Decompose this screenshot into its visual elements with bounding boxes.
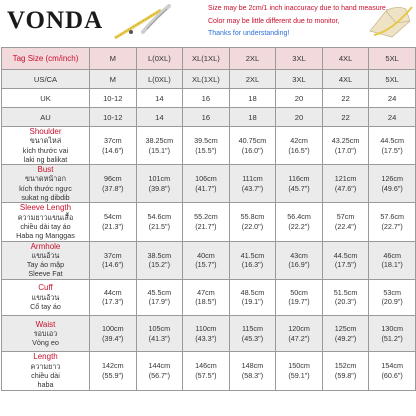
measurement-value-cell xyxy=(276,352,323,390)
value-cm: 48.5cm xyxy=(240,287,265,297)
header xyxy=(0,0,416,47)
value-cm: 120cm xyxy=(288,324,310,334)
measurement-translation: รอบเอว xyxy=(33,329,58,339)
measurement-name: Cuff xyxy=(38,283,53,293)
value-cm: 100cm xyxy=(101,324,124,334)
measurement-value-cell xyxy=(90,316,137,352)
measurement-value-cell xyxy=(90,279,137,315)
value-cm: 44.5cm xyxy=(380,136,404,146)
size-value-cell: 18 xyxy=(229,108,276,127)
value-inch: (22.7") xyxy=(381,221,403,231)
value-inch: (16.0") xyxy=(241,145,264,155)
value-cm: 43cm xyxy=(290,250,308,260)
value-inch: (22.4") xyxy=(334,221,357,231)
measurement-value-cell xyxy=(90,127,137,165)
value-cm: 130cm xyxy=(381,324,403,334)
value-inch: (21.3") xyxy=(102,221,124,231)
measurement-label-cell xyxy=(2,127,90,165)
measurement-label-cell xyxy=(2,165,90,203)
measurement-row xyxy=(2,279,416,315)
value-cm: 51.5cm xyxy=(333,287,358,297)
value-cm: 41.5cm xyxy=(240,250,265,260)
measurement-value-cell xyxy=(276,165,323,203)
size-value-cell: L(0XL) xyxy=(136,70,183,89)
measurement-value-cell xyxy=(229,165,276,203)
value-inch: (17.5") xyxy=(334,260,357,270)
value-inch: (49.2") xyxy=(334,333,357,343)
value-cm: 105cm xyxy=(148,324,171,334)
size-header-cell: 5XL xyxy=(369,48,416,70)
value-inch: (22.2") xyxy=(288,221,310,231)
measurement-value-cell xyxy=(136,165,183,203)
measurement-value-cell xyxy=(369,203,416,241)
measurement-value-cell xyxy=(183,316,230,352)
measurement-value-cell xyxy=(136,316,183,352)
value-cm: 126cm xyxy=(381,174,403,184)
size-value-cell: 4XL xyxy=(322,70,369,89)
value-inch: (39.8") xyxy=(148,183,170,193)
measurement-value-cell xyxy=(136,279,183,315)
measurement-translation: แขนอ้วน xyxy=(31,250,60,260)
measurement-value-cell xyxy=(90,203,137,241)
note-line: Thanks for understanding! xyxy=(208,30,290,37)
measurement-translation: kích thước vai xyxy=(22,145,69,155)
measurement-value-cell xyxy=(136,127,183,165)
row-label-cell: US/CA xyxy=(2,70,90,89)
size-value-cell: M xyxy=(90,70,137,89)
value-cm: 54.6cm xyxy=(147,212,172,222)
measurement-value-cell xyxy=(90,241,137,279)
size-value-cell: 5XL xyxy=(369,70,416,89)
measurement-translation: ความยาว xyxy=(30,361,61,371)
value-cm: 96cm xyxy=(103,174,122,184)
measurement-translation: ขนาดหน้าอก xyxy=(25,174,66,184)
measurement-translation: แขนอ้วน xyxy=(31,292,60,302)
value-cm: 125cm xyxy=(334,324,357,334)
value-inch: (19.1") xyxy=(241,297,264,307)
measurement-label-cell xyxy=(2,352,90,390)
measurement-value-cell xyxy=(229,316,276,352)
value-cm: 121cm xyxy=(334,174,357,184)
value-inch: (47.2") xyxy=(288,333,310,343)
size-value-cell: 22 xyxy=(322,89,369,108)
value-inch: (45.3") xyxy=(241,333,264,343)
value-cm: 146cm xyxy=(195,361,217,371)
measurement-name: Armhole xyxy=(30,241,61,251)
note-line: Color may be little different due to monitor, xyxy=(208,17,340,25)
value-inch: (19.7") xyxy=(288,297,310,307)
size-header-cell: M xyxy=(90,48,137,70)
size-conversion-row xyxy=(2,89,416,108)
value-cm: 57.6cm xyxy=(380,212,404,222)
value-inch: (47.6") xyxy=(334,183,357,193)
measurement-value-cell xyxy=(90,165,137,203)
value-cm: 57cm xyxy=(336,212,355,222)
measurement-value-cell xyxy=(183,127,230,165)
value-inch: (14.6") xyxy=(102,260,124,270)
measurement-value-cell xyxy=(136,352,183,390)
value-cm: 39.5cm xyxy=(194,136,218,146)
measurement-value-cell xyxy=(276,279,323,315)
size-header-cell: 4XL xyxy=(322,48,369,70)
measurement-value-cell xyxy=(322,241,369,279)
measurement-value-cell xyxy=(369,352,416,390)
value-inch: (55.9") xyxy=(102,370,124,380)
value-inch: (22.0") xyxy=(241,221,264,231)
measurement-value-cell xyxy=(322,279,369,315)
folded-garment-icon xyxy=(366,1,414,41)
measurement-translation: Tay áo mập xyxy=(26,260,65,270)
value-inch: (17.0") xyxy=(334,145,357,155)
value-inch: (21.5") xyxy=(148,221,170,231)
value-inch: (59.1") xyxy=(288,370,310,380)
measurement-value-cell xyxy=(136,203,183,241)
value-inch: (16.5") xyxy=(288,145,310,155)
measurement-value-cell xyxy=(90,352,137,390)
value-inch: (17.3") xyxy=(102,297,124,307)
measurement-value-cell xyxy=(322,203,369,241)
value-cm: 45.5cm xyxy=(147,287,172,297)
value-cm: 148cm xyxy=(241,361,264,371)
value-inch: (56.7") xyxy=(148,370,170,380)
value-cm: 56.4cm xyxy=(287,212,311,222)
value-cm: 50cm xyxy=(290,287,308,297)
value-cm: 142cm xyxy=(101,361,124,371)
value-cm: 46cm xyxy=(383,250,401,260)
measurement-value-cell xyxy=(276,203,323,241)
value-cm: 40.75cm xyxy=(238,136,267,146)
measuring-tape-icon xyxy=(113,2,175,42)
value-cm: 43.25cm xyxy=(331,136,360,146)
measurement-value-cell xyxy=(276,316,323,352)
size-value-cell: 24 xyxy=(369,108,416,127)
measurement-value-cell xyxy=(322,165,369,203)
size-table-body xyxy=(2,48,416,391)
value-cm: 152cm xyxy=(334,361,357,371)
measurement-value-cell xyxy=(229,352,276,390)
measurement-translation: ความยาวแขนเสื้อ xyxy=(17,212,74,222)
size-conversion-row xyxy=(2,70,416,89)
measurement-row xyxy=(2,203,416,241)
value-inch: (59.8") xyxy=(334,370,357,380)
brand-logo: VONDA xyxy=(7,7,104,34)
size-header-cell: XL(1XL) xyxy=(183,48,230,70)
header-label-cell: Tag Size (cm/inch) xyxy=(2,48,90,70)
size-header-cell: 3XL xyxy=(276,48,323,70)
value-inch: (18.1") xyxy=(381,260,403,270)
measurement-value-cell xyxy=(369,241,416,279)
measurement-translation: sukat ng dibdib xyxy=(21,193,70,203)
measurement-value-cell xyxy=(369,316,416,352)
value-cm: 47cm xyxy=(197,287,215,297)
value-inch: (43.3") xyxy=(195,333,217,343)
row-label-cell: AU xyxy=(2,108,90,127)
value-inch: (43.7") xyxy=(241,183,264,193)
value-inch: (57.5") xyxy=(195,370,217,380)
size-value-cell: 18 xyxy=(229,89,276,108)
measurement-translation: Sleeve Fat xyxy=(28,269,63,279)
measurement-translation: laki ng balikat xyxy=(23,154,68,164)
value-cm: 53cm xyxy=(383,287,401,297)
measurement-value-cell xyxy=(322,316,369,352)
value-cm: 106cm xyxy=(195,174,217,184)
measurement-value-cell xyxy=(229,241,276,279)
measurement-translation: chiều dài tay áo xyxy=(20,221,71,231)
measurement-value-cell xyxy=(229,279,276,315)
size-value-cell: 22 xyxy=(322,108,369,127)
size-value-cell: 2XL xyxy=(229,70,276,89)
value-cm: 37cm xyxy=(103,136,122,146)
value-cm: 44cm xyxy=(103,287,122,297)
measurement-name: Sleeve Length xyxy=(19,203,72,213)
measurement-row xyxy=(2,165,416,203)
measurement-value-cell xyxy=(276,241,323,279)
value-inch: (17.9") xyxy=(148,297,170,307)
measurement-row xyxy=(2,352,416,390)
measurement-value-cell xyxy=(183,165,230,203)
size-value-cell: 3XL xyxy=(276,70,323,89)
size-value-cell: XL(1XL) xyxy=(183,70,230,89)
measurement-value-cell xyxy=(136,241,183,279)
measurement-value-cell xyxy=(369,165,416,203)
measurement-translation: haba xyxy=(37,380,54,390)
value-cm: 37cm xyxy=(103,250,122,260)
measurement-value-cell xyxy=(322,352,369,390)
measurement-name: Length xyxy=(33,352,58,362)
measurement-row xyxy=(2,316,416,352)
value-cm: 42cm xyxy=(290,136,308,146)
row-label-cell: UK xyxy=(2,89,90,108)
value-cm: 38.25cm xyxy=(145,136,174,146)
size-value-cell: 14 xyxy=(136,108,183,127)
table-header-row xyxy=(2,48,416,70)
measurement-value-cell xyxy=(183,352,230,390)
value-inch: (41.3") xyxy=(148,333,170,343)
value-cm: 154cm xyxy=(381,361,403,371)
value-inch: (15.2") xyxy=(148,260,170,270)
size-table xyxy=(1,47,416,391)
measurement-label-cell xyxy=(2,316,90,352)
measurement-value-cell xyxy=(322,127,369,165)
measurement-row xyxy=(2,241,416,279)
measurement-label-cell xyxy=(2,279,90,315)
value-inch: (14.6") xyxy=(102,145,124,155)
measurement-row xyxy=(2,127,416,165)
measurement-value-cell xyxy=(229,127,276,165)
value-inch: (16.3") xyxy=(241,260,264,270)
value-cm: 101cm xyxy=(148,174,171,184)
size-conversion-row xyxy=(2,108,416,127)
value-inch: (15.7") xyxy=(195,260,217,270)
value-inch: (60.6") xyxy=(381,370,403,380)
value-cm: 110cm xyxy=(195,324,217,334)
value-cm: 40cm xyxy=(197,250,215,260)
measurement-value-cell xyxy=(369,279,416,315)
size-header-cell: L(0XL) xyxy=(136,48,183,70)
measurement-translation: chiều dài xyxy=(31,370,60,380)
size-value-cell: 14 xyxy=(136,89,183,108)
measurement-value-cell xyxy=(369,127,416,165)
value-inch: (20.9") xyxy=(381,297,403,307)
measurement-value-cell xyxy=(183,279,230,315)
measurement-translation: ขนาดไหล่ xyxy=(29,136,62,146)
value-inch: (39.4") xyxy=(102,333,124,343)
value-inch: (17.5") xyxy=(381,145,403,155)
value-cm: 54cm xyxy=(103,212,122,222)
measurement-label-cell xyxy=(2,203,90,241)
measurement-value-cell xyxy=(276,127,323,165)
size-value-cell: 20 xyxy=(276,108,323,127)
value-inch: (45.7") xyxy=(288,183,310,193)
note-line: Size may be 2cm/1 inch inaccuracy due to hand measure, xyxy=(208,5,388,12)
size-value-cell: 10-12 xyxy=(90,108,137,127)
value-inch: (58.3") xyxy=(241,370,264,380)
value-cm: 38.5cm xyxy=(147,250,172,260)
size-value-cell: 16 xyxy=(183,108,230,127)
measurement-value-cell xyxy=(229,203,276,241)
value-inch: (49.6") xyxy=(381,183,403,193)
value-cm: 55.8cm xyxy=(240,212,265,222)
value-inch: (21.7") xyxy=(195,221,217,231)
size-value-cell: 20 xyxy=(276,89,323,108)
notes-block xyxy=(208,3,388,41)
value-cm: 115cm xyxy=(241,324,263,334)
measurement-name: Bust xyxy=(37,165,54,175)
value-cm: 55.2cm xyxy=(194,212,218,222)
value-cm: 44.5cm xyxy=(333,250,358,260)
measurement-translation: Cổ tay áo xyxy=(30,302,61,312)
measurement-translation: kích thước ngực xyxy=(19,183,72,193)
value-inch: (20.3") xyxy=(334,297,357,307)
value-cm: 150cm xyxy=(288,361,310,371)
measurement-name: Shoulder xyxy=(29,127,62,136)
size-header-cell: 2XL xyxy=(229,48,276,70)
value-cm: 116cm xyxy=(288,174,310,184)
value-inch: (18.5") xyxy=(195,297,217,307)
measurement-translation: Vòng eo xyxy=(32,338,59,348)
value-inch: (51.2") xyxy=(381,333,403,343)
size-value-cell: 24 xyxy=(369,89,416,108)
value-cm: 111cm xyxy=(242,174,263,184)
value-cm: 144cm xyxy=(148,361,171,371)
size-value-cell: 16 xyxy=(183,89,230,108)
value-inch: (37.8") xyxy=(102,183,124,193)
measurement-label-cell xyxy=(2,241,90,279)
measurement-name: Waist xyxy=(35,319,56,329)
value-inch: (16.9") xyxy=(288,260,310,270)
measurement-value-cell xyxy=(183,203,230,241)
value-inch: (41.7") xyxy=(195,183,217,193)
value-inch: (15.5") xyxy=(195,145,217,155)
measurement-translation: Haba ng Manggas xyxy=(16,231,75,241)
value-inch: (15.1") xyxy=(148,145,170,155)
size-value-cell: 10-12 xyxy=(90,89,137,108)
measurement-value-cell xyxy=(183,241,230,279)
